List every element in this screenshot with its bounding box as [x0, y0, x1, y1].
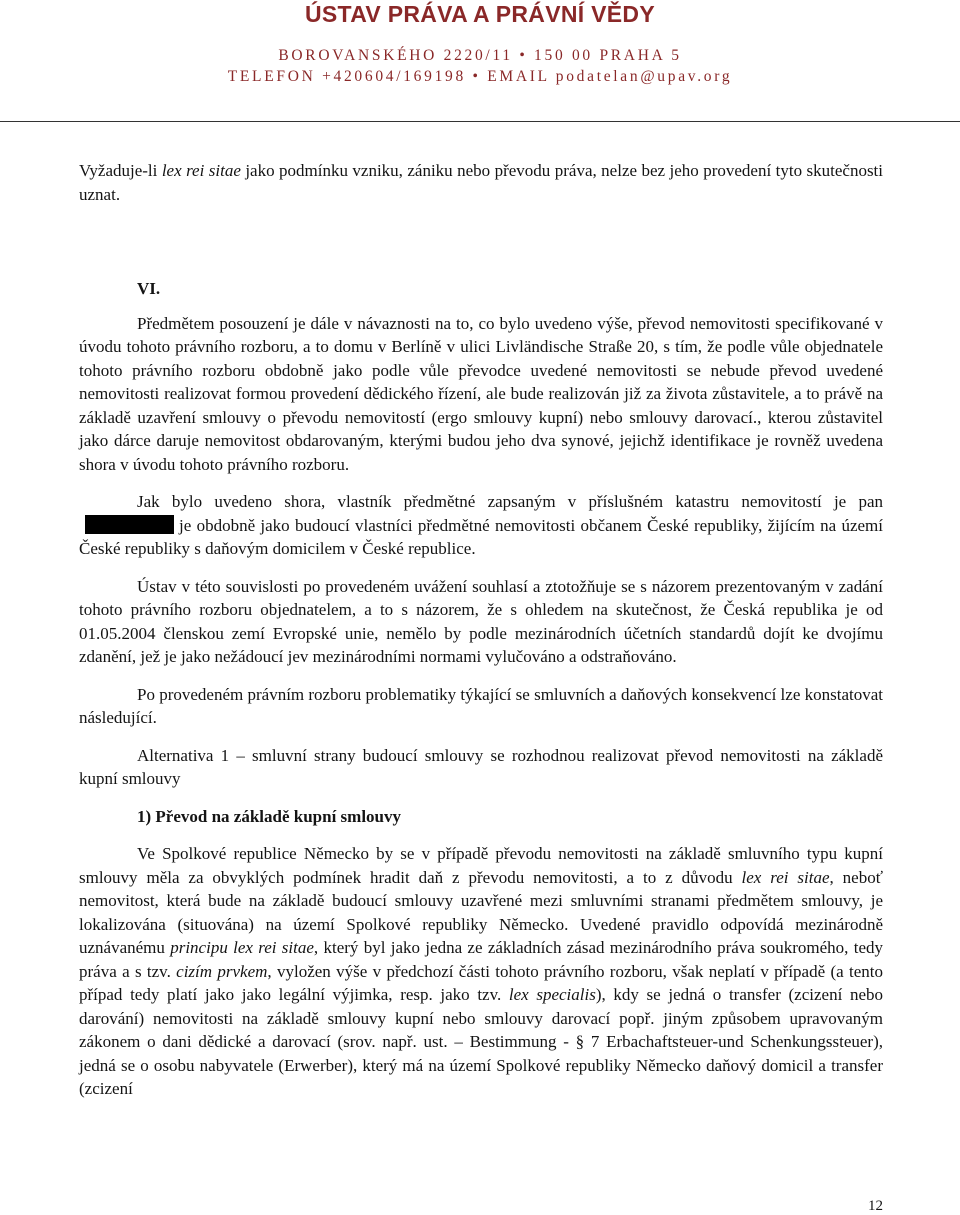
redacted-name [85, 515, 174, 534]
p7-text-a: Ve Spolkové republice Německo by se v případě převodu nemovitosti na základě smluvního typu kupní smlouvy měla za obvyklých podmínek hradit daň z převodu nemovitosti, a to z důvodu [79, 844, 883, 887]
paragraph-institute-opinion: Ústav v této souvislosti po provedeném uvážení souhlasí a ztotožňuje se s názorem prezentovaným v zadání tohoto právního rozboru objednatelem, a to s názorem, že s ohledem na skutečnost, že Česká republika je od 01.05.2004 členskou zemí Evropské unie, nemělo by podle mezinárodních účetních standardů dojít ke dvojímu zdanění, jež je jako nežádoucí jev mezinárodními normami vylučováno a odstraňováno. [79, 576, 883, 666]
p7-text-c: , který byl jako jedna ze základních zásad mezinárodního práva soukromého, tedy práva a s tzv. [79, 938, 883, 981]
paragraph-owner [79, 490, 883, 561]
document-body [79, 159, 883, 1101]
subheading-purchase-contract: 1) Převod na základě kupní smlouvy [137, 806, 402, 826]
p7-italic-2: principu lex rei sitae [170, 938, 314, 957]
p7-text-b: , neboť nemovitost, která bude na základě budoucí smlouvy uzavřené mezi smluvními stranami předmětem smlouvy, je lokalizována (situována) na území Spolkové republiky Německo. Uvedené pravidlo odpovídá mezinárodně uznávanému [79, 867, 883, 957]
paragraph-subject: Předmětem posouzení je dále v návaznosti na to, co bylo uvedeno výše, převod nemovitosti specifikované v úvodu tohoto právního rozboru, a to domu v Berlíně v ulici Livländische Straße 20, s tím, že podle vůle objednatele tohoto právního rozboru obdobně jako podle vůle převodce uvedené nemovitosti se nebude převod uvedené nemovitosti realizovat formou provedení dědického řízení, ale bude realizován již za života zůstavitele, a to právě na základě uzavření smlouvy o převodu nemovitostí (ergo smlouvy kupní) nebo smlouvy darovací., kterou zůstavitel jako dárce daruje nemovitost obdarovaným, kterými budou jeho dva synové, jejichž identifikace je rovněž uvedena shora v úvodu tohoto právního rozboru. [79, 313, 883, 474]
section-heading: VI. [137, 279, 161, 298]
paragraph-germany-tax [79, 842, 883, 1101]
institute-contact: TELEFON +420604/169198 • EMAIL podatelan@upav.org [227, 68, 733, 85]
p1-italic-term: lex rei sitae [161, 161, 241, 180]
paragraph-lex-rei-sitae [79, 159, 883, 206]
paragraph-conclusion-intro: Po provedeném právním rozboru problematiky týkající se smluvních a daňových konsekvencí lze konstatovat následující. [79, 684, 883, 727]
p7-italic-1: lex rei sitae [741, 867, 830, 887]
p7-text-e: ), kdy se jedná o transfer (zcizení nebo darování) nemovitosti na základě smlouvy kupní nebo smlouvy darovací popř. jiným způsobem upravovaným zákonem o dani dědické a darovací (srov. např. ust. – Bestimmung - § 7 Erbachaftsteuer-und Schenkungssteuer), jedná se o osobu nabyvatele (Erwerber), který má na území Spolkové republiky Německo daňový domicil a transfer (zcizení [79, 985, 883, 1098]
p1-text-a: Vyžaduje-li [79, 161, 162, 180]
p3-text-a: Jak bylo uvedeno shora, vlastník předmětné zapsaným v příslušném katastru nemovitostí je pan [137, 492, 883, 511]
p7-italic-3: cizím prvkem [176, 961, 268, 981]
header-divider [0, 121, 960, 122]
p7-italic-4: lex specialis [508, 985, 596, 1004]
p1-text-b: jako podmínku vzniku, zániku nebo převodu práva, nelze bez jeho provedení tyto skutečnosti uznat. [79, 161, 884, 204]
p3-text-b: je obdobně jako budoucí vlastníci předmětné nemovitosti občanem České republiky, žijícím na území České republiky s daňovým domicilem v České republice. [79, 515, 883, 558]
institute-address: BOROVANSKÉHO 2220/11 • 150 00 PRAHA 5 [278, 47, 682, 64]
institute-title: ÚSTAV PRÁVA A PRÁVNÍ VĚDY [305, 1, 655, 27]
page-number: 12 [868, 1198, 883, 1214]
paragraph-alternative-1: Alternativa 1 – smluvní strany budoucí smlouvy se rozhodnou realizovat převod nemovitosti na základě kupní smlouvy [79, 745, 883, 788]
p7-text-d: , vyložen výše v předchozí části tohoto právního rozboru, však neplatí v případě (a tento případ tedy platí jako jako legální výjimka, resp. jako tzv. [79, 961, 883, 1004]
